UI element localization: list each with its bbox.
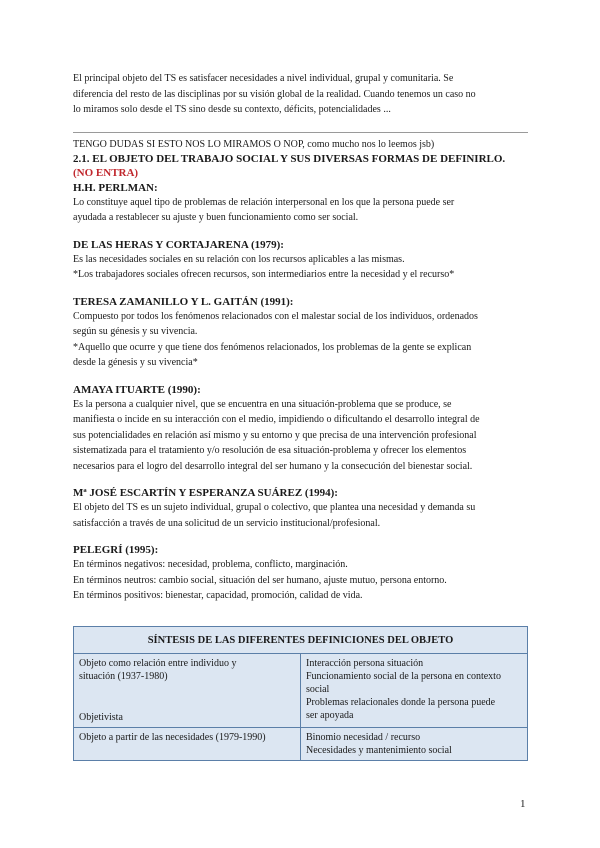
author-definition	[73, 500, 528, 531]
section-tag: (NO ENTRA)	[73, 166, 139, 179]
cell-line: Objeto a partir de las necesidades (1979-1990)	[79, 732, 266, 743]
intro-line: diferencia del resto de las disciplinas por su visión global de la realidad. Cuando tenemos un caso no	[73, 88, 476, 100]
author-definition	[73, 397, 528, 475]
cell-line: situación (1937-1980)	[79, 671, 168, 682]
author-heading: Mª JOSÉ ESCARTÍN Y ESPERANZA SUÁREZ (1994):	[73, 487, 338, 499]
author-heading: AMAYA ITUARTE (1990):	[73, 383, 201, 396]
definition-line: En términos negativos: necesidad, problema, conflicto, marginación.	[73, 559, 348, 570]
table-cell-right	[301, 728, 528, 761]
cell-spacer	[79, 697, 295, 711]
cell-line: social	[306, 684, 330, 695]
author-definition	[73, 309, 528, 371]
table-cell-left	[74, 728, 301, 761]
definition-line: necesarios para el logro del desarrollo integral del ser humano y la consecución del bienestar social.	[73, 460, 473, 472]
page-number: 1	[520, 798, 526, 810]
summary-table	[73, 626, 528, 761]
definition-line: En términos positivos: bienestar, capacidad, promoción, calidad de vida.	[73, 590, 363, 601]
definition-line: ayudada a restablecer su ajuste y buen funcionamiento como ser social.	[73, 212, 359, 223]
definition-line: sus potencialidades en relación así mismo y su entorno y que precisa de una intervención profesional	[73, 429, 477, 441]
intro-paragraph	[73, 71, 528, 118]
author-definition	[73, 252, 528, 283]
author-heading: H.H. PERLMAN:	[73, 181, 158, 194]
definition-note: *Los trabajadores sociales ofrecen recursos, son intermediarios entre la necesidad y el recurso*	[73, 269, 455, 280]
cell-footer: Objetivista	[79, 712, 123, 723]
definition-line: satisfacción a través de una solicitud de un servicio institucional/profesional.	[73, 517, 381, 529]
table-header-row	[74, 627, 528, 654]
author-heading: PELEGRÍ (1995):	[73, 544, 159, 556]
doubt-note: TENGO DUDAS SI ESTO NOS LO MIRAMOS O NOP, como mucho nos lo leemos jsb)	[73, 138, 435, 150]
definition-line: Es la persona a cualquier nivel, que se encuentra en una situación-problema que se produce, se	[73, 398, 452, 410]
definition-line: En términos neutros: cambio social, situación del ser humano, ajuste mutuo, persona entorno.	[73, 574, 447, 586]
definition-line: según su génesis y su vivencia.	[73, 326, 198, 337]
author-heading: TERESA ZAMANILLO Y L. GAITÁN (1991):	[73, 295, 294, 308]
definition-line: Compuesto por todos los fenómenos relacionados con el malestar social de los individuos, ordenados	[73, 310, 478, 322]
intro-line: El principal objeto del TS es satisfacer necesidades a nivel individual, grupal y comunitaria. Se	[73, 73, 454, 84]
cell-line: ser apoyada	[306, 710, 354, 721]
definition-line: Es las necesidades sociales en su relación con los recursos aplicables a las mismas.	[73, 253, 405, 265]
cell-line: Objeto como relación entre individuo y	[79, 658, 237, 669]
definition-line: El objeto del TS es un sujeto individual, grupal o colectivo, que plantea una necesidad y demanda su	[73, 502, 476, 513]
cell-line: Binomio necesidad / recurso	[306, 732, 421, 743]
document-page	[73, 71, 528, 604]
definition-line: Lo constituye aquel tipo de problemas de relación interpersonal en los que la persona puede ser	[73, 196, 455, 208]
author-definition	[73, 557, 528, 604]
table-cell-left	[74, 654, 301, 728]
definition-note: desde la génesis y su vivencia*	[73, 357, 198, 368]
table-cell-right	[301, 654, 528, 728]
intro-line: lo miramos solo desde el TS sino desde su contexto, déficits, potencialidades ...	[73, 104, 391, 115]
cell-line: Necesidades y mantenimiento social	[306, 745, 452, 756]
cell-line: Interacción persona situación	[306, 658, 424, 669]
cell-line: Funcionamiento social de la persona en contexto	[306, 671, 501, 682]
cell-line: Problemas relacionales donde la persona puede	[306, 697, 496, 708]
divider	[73, 132, 528, 133]
definition-line: sistematizada para el tratamiento y/o resolución de esa situación-problema y ofrecer los elementos	[73, 445, 467, 456]
definition-note: *Aquello que ocurre y que tiene dos fenómenos relacionados, los problemas de la gente se explican	[73, 341, 472, 353]
table-row	[74, 654, 528, 728]
author-definition	[73, 195, 528, 226]
table-row	[74, 728, 528, 761]
section-title: 2.1. EL OBJETO DEL TRABAJO SOCIAL Y SUS DIVERSAS FORMAS DE DEFINIRLO.	[73, 152, 506, 165]
author-heading: DE LAS HERAS Y CORTAJARENA (1979):	[73, 238, 284, 251]
cell-spacer	[79, 683, 295, 697]
definition-line: manifiesta o incide en su interacción con el medio, impidiendo o dificultando el desarrollo integral de	[73, 414, 480, 425]
table-header: SÍNTESIS DE LAS DIFERENTES DEFINICIONES DEL OBJETO	[74, 627, 528, 654]
